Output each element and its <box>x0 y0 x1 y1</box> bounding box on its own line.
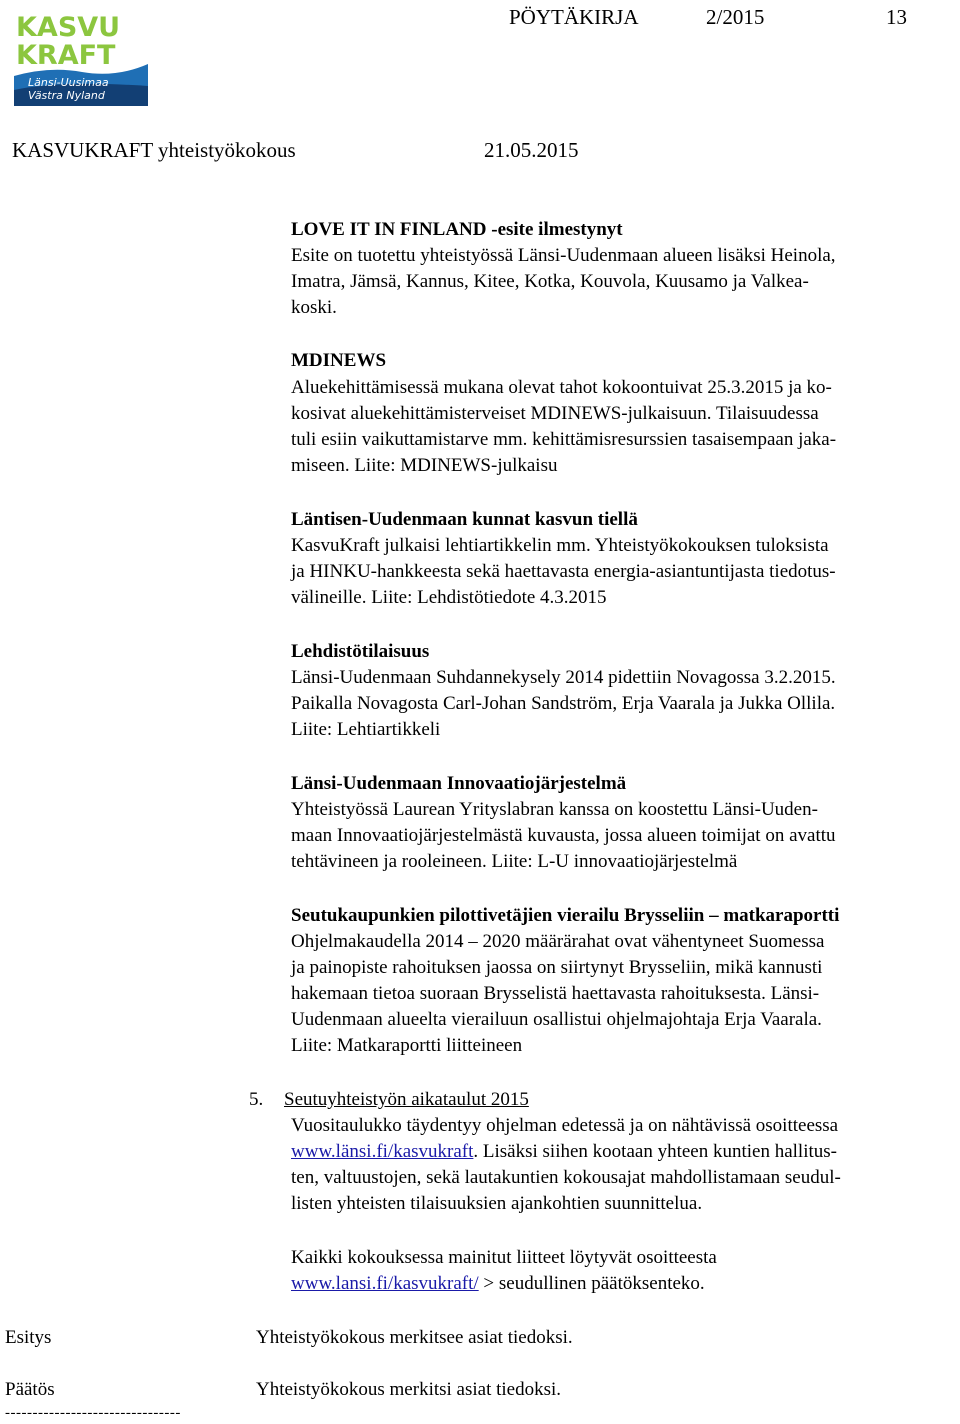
section-title: LOVE IT IN FINLAND -esite ilmestynyt <box>291 219 623 240</box>
section-line: tehtävineen ja rooleineen. Liite: L-U innovaatiojärjestelmä <box>291 851 738 872</box>
section-line: tuli esiin vaikuttamistarve mm. kehittämisresurssien tasaisempaan jaka- <box>291 429 837 450</box>
logo-line1: KASVU <box>16 12 121 43</box>
section-line: Ohjelmakaudella 2014 – 2020 määrärahat ovat vähentyneet Suomessa <box>291 931 825 952</box>
section-line: hakemaan tietoa suoraan Brysselistä haettavasta rahoituksesta. Länsi- <box>291 983 820 1004</box>
kasvukraft-logo <box>10 6 152 108</box>
section-line: Paikalla Novagosta Carl-Johan Sandström, Erja Vaarala ja Jukka Ollila. <box>291 693 836 714</box>
esitys-label: Esitys <box>5 1327 52 1348</box>
section-line: Yhteistyössä Laurean Yrityslabran kanssa on koostettu Länsi-Uuden- <box>291 799 818 820</box>
logo-line4: Västra Nyland <box>28 89 105 102</box>
meeting-date: 21.05.2015 <box>484 138 579 162</box>
section-line: KasvuKraft julkaisi lehtiartikkelin mm. Yhteistyökokouksen tuloksista <box>291 535 829 556</box>
item-line: Kaikki kokouksessa mainitut liitteet löytyvät osoitteesta <box>291 1247 717 1268</box>
section-line: välineille. Liite: Lehdistötiedote 4.3.2015 <box>291 587 607 608</box>
item-line-rest: > seudullinen päätöksenteko. <box>478 1273 705 1294</box>
page-number: 13 <box>886 5 907 29</box>
item-line: listen yhteisten tilaisuuksien ajankohtien suunnittelua. <box>291 1193 703 1214</box>
logo-line2: KRAFT <box>16 40 116 71</box>
section-title: Seutukaupunkien pilottivetäjien vierailu Brysseliin – matkaraportti <box>291 905 840 926</box>
section-line: Esite on tuotettu yhteistyössä Länsi-Uudenmaan alueen lisäksi Heinola, <box>291 245 836 266</box>
section-line: Länsi-Uudenmaan Suhdannekysely 2014 pidettiin Novagossa 3.2.2015. <box>291 667 836 688</box>
doc-type: PÖYTÄKIRJA <box>509 5 639 29</box>
section-line: Uudenmaan alueelta vierailuun osallistui ohjelmajohtaja Erja Vaarala. <box>291 1009 822 1030</box>
logo-line3: Länsi-Uusimaa <box>28 76 109 89</box>
item-line: ten, valtuustojen, sekä lautakuntien kokousajat mahdollistamaan seudul- <box>291 1167 841 1188</box>
esitys-text: Yhteistyökokous merkitsee asiat tiedoksi. <box>256 1327 573 1348</box>
section-line: maan Innovaatiojärjestelmästä kuvausta, jossa alueen toimijat on avattu <box>291 825 836 846</box>
section-title: MDINEWS <box>291 350 387 371</box>
section-line: Liite: Lehtiartikkeli <box>291 719 441 740</box>
kasvukraft-link[interactable]: www.länsi.fi/kasvukraft <box>291 1141 474 1162</box>
item-line-with-link <box>291 1273 705 1295</box>
item-title: Seutuyhteistyön aikataulut 2015 <box>284 1089 529 1110</box>
item-line: Vuositaulukko täydentyy ohjelman edetessä ja on nähtävissä osoitteessa <box>291 1115 839 1136</box>
section-line: Imatra, Jämsä, Kannus, Kitee, Kotka, Kouvola, Kuusamo ja Valkea- <box>291 271 809 292</box>
paatos-label: Päätös <box>5 1379 55 1400</box>
section-line: kosivat aluekehittämisterveiset MDINEWS-julkaisuun. Tilaisuudessa <box>291 403 819 424</box>
item-line-with-link <box>291 1141 837 1163</box>
section-line: ja painopiste rahoituksen jaossa on siirtynyt Brysseliin, mikä kannusti <box>291 957 823 978</box>
section-line: koski. <box>291 297 337 318</box>
section-title: Länsi-Uudenmaan Innovaatiojärjestelmä <box>291 773 627 794</box>
section-title: Lehdistötilaisuus <box>291 641 430 662</box>
meeting-name: KASVUKRAFT yhteistyökokous <box>12 138 296 162</box>
divider: -------------------------------- <box>5 1405 181 1421</box>
paatos-text: Yhteistyökokous merkitsi asiat tiedoksi. <box>256 1379 562 1400</box>
item-line-rest: . Lisäksi siihen kootaan yhteen kuntien hallitus- <box>473 1141 837 1162</box>
section-title: Läntisen-Uudenmaan kunnat kasvun tiellä <box>291 509 638 530</box>
doc-number: 2/2015 <box>706 5 765 29</box>
section-line: miseen. Liite: MDINEWS-julkaisu <box>291 455 558 476</box>
lansi-kasvukraft-link[interactable]: www.lansi.fi/kasvukraft/ <box>291 1273 479 1294</box>
item-number: 5. <box>249 1089 264 1110</box>
section-line: Aluekehittämisessä mukana olevat tahot kokoontuivat 25.3.2015 ja ko- <box>291 377 832 398</box>
section-line: ja HINKU-hankkeesta sekä haettavasta energia-asiantuntijasta tiedotus- <box>291 561 836 582</box>
section-line: Liite: Matkaraportti liitteineen <box>291 1035 523 1056</box>
